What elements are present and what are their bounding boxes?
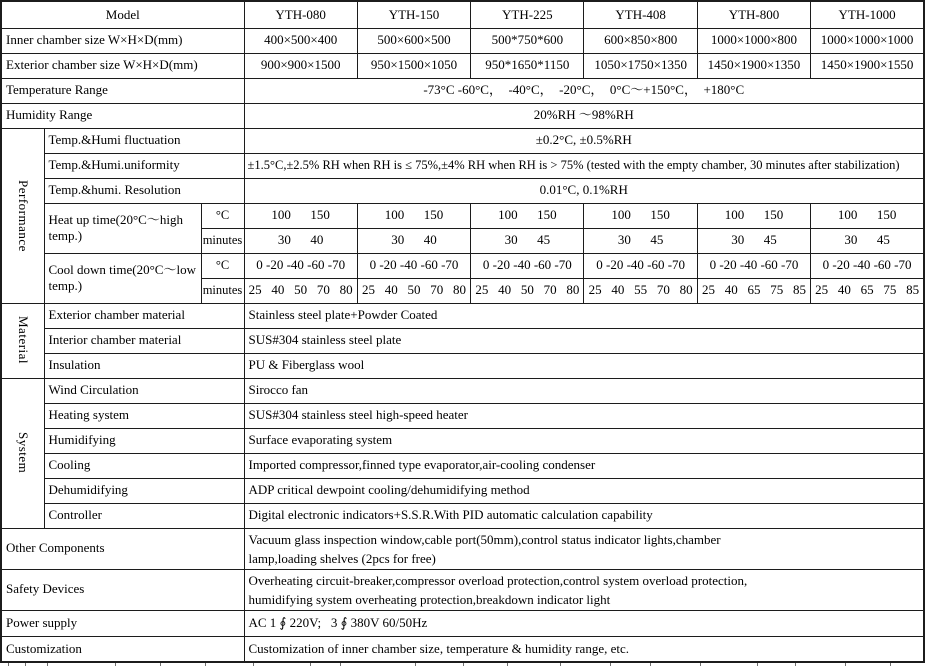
table-row-heatup-temp <box>1 203 924 228</box>
row-label: Heat up time(20°C〜high temp.) <box>44 203 201 253</box>
row-label: Temp.&humi. Resolution <box>44 178 244 203</box>
model-name-cell: YTH-080 <box>244 1 357 28</box>
table-row-customization <box>1 636 924 662</box>
row-label: Insulation <box>44 353 244 378</box>
cooldown-minutes-cell: 25 40 50 70 80 <box>244 278 357 303</box>
other-components-line2: lamp,loading shelves (2pcs for free) <box>248 550 436 566</box>
resolution-value: 0.01°C, 0.1%RH <box>244 178 924 203</box>
heatup-temp-cell: 100 150 <box>357 203 470 228</box>
row-label: Humidity Range <box>1 103 244 128</box>
safety-devices-value <box>244 569 924 610</box>
heatup-minutes-cell: 30 45 <box>811 228 924 253</box>
heatup-minutes-cell: 30 45 <box>471 228 584 253</box>
uniformity-value: ±1.5°C,±2.5% RH when RH is ≤ 75%,±4% RH when RH is > 75% (tested with the empty chamber, 30 minutes after stabilization) <box>244 153 924 178</box>
size-value-cell: 1450×1900×1550 <box>811 53 924 78</box>
model-header-cell: Model <box>1 1 244 28</box>
size-value-cell: 1000×1000×1000 <box>811 28 924 53</box>
system-value: SUS#304 stainless steel high-speed heater <box>244 403 924 428</box>
system-value: Digital electronic indicators+S.S.R.With PID automatic calculation capability <box>244 503 924 528</box>
cooldown-minutes-cell: 25 40 55 70 80 <box>584 278 697 303</box>
size-value-cell: 500×600×500 <box>357 28 470 53</box>
unit-cell-minutes: minutes <box>201 228 244 253</box>
cooldown-minutes-cell: 25 40 50 70 80 <box>357 278 470 303</box>
cooldown-temp-cell: 0 -20 -40 -60 -70 <box>357 253 470 278</box>
table-row-fluctuation <box>1 128 924 153</box>
table-row-cooling <box>1 453 924 478</box>
system-value: ADP critical dewpoint cooling/dehumidifying method <box>244 478 924 503</box>
row-label: Other Components <box>1 528 244 569</box>
table-row-power-supply <box>1 610 924 636</box>
table-row-safety-devices <box>1 569 924 610</box>
size-value-cell: 1050×1750×1350 <box>584 53 697 78</box>
table-row-resolution <box>1 178 924 203</box>
table-row-model <box>1 1 924 28</box>
row-label: Temp.&Humi fluctuation <box>44 128 244 153</box>
size-value-cell: 950×1500×1050 <box>357 53 470 78</box>
table-row-humidity-range <box>1 103 924 128</box>
row-label: Humidifying <box>44 428 244 453</box>
table-row-dehumidifying <box>1 478 924 503</box>
size-value-cell: 1450×1900×1350 <box>697 53 810 78</box>
temperature-range-value: -73°C -60°C， -40°C， -20°C， 0°C〜+150°C， +180°C <box>244 78 924 103</box>
other-components-value <box>244 528 924 569</box>
size-value-cell: 600×850×800 <box>584 28 697 53</box>
table-row-exterior-size <box>1 53 924 78</box>
table-row-insulation <box>1 353 924 378</box>
row-label: Temp.&Humi.uniformity <box>44 153 244 178</box>
heatup-temp-cell: 100 150 <box>811 203 924 228</box>
table-row-wind-circulation <box>1 378 924 403</box>
row-label: Customization <box>1 636 244 662</box>
material-value: PU & Fiberglass wool <box>244 353 924 378</box>
unit-cell-celsius: °C <box>201 203 244 228</box>
heatup-minutes-cell: 30 40 <box>357 228 470 253</box>
table-row-cooldown-temp <box>1 253 924 278</box>
table-row-controller <box>1 503 924 528</box>
row-label: Dehumidifying <box>44 478 244 503</box>
cooldown-temp-cell: 0 -20 -40 -60 -70 <box>811 253 924 278</box>
size-value-cell: 950*1650*1150 <box>471 53 584 78</box>
table-row-inner-size <box>1 28 924 53</box>
other-components-line1: Vacuum glass inspection window,cable port(50mm),control status indicator lights,chamber <box>248 531 721 547</box>
table-row-interior-material <box>1 328 924 353</box>
system-value: Sirocco fan <box>244 378 924 403</box>
size-value-cell: 400×500×400 <box>244 28 357 53</box>
system-value: Imported compressor,finned type evaporator,air-cooling condenser <box>244 453 924 478</box>
unit-cell-minutes: minutes <box>201 278 244 303</box>
cooldown-temp-cell: 0 -20 -40 -60 -70 <box>697 253 810 278</box>
customization-value: Customization of inner chamber size, temperature & humidity range, etc. <box>244 636 924 662</box>
material-value: SUS#304 stainless steel plate <box>244 328 924 353</box>
model-name-cell: YTH-1000 <box>811 1 924 28</box>
fluctuation-value: ±0.2°C, ±0.5%RH <box>244 128 924 153</box>
material-value: Stainless steel plate+Powder Coated <box>244 303 924 328</box>
heatup-minutes-cell: 30 45 <box>584 228 697 253</box>
power-supply-value: AC 1 ∮ 220V; 3 ∮ 380V 60/50Hz <box>244 610 924 636</box>
row-label: Cooling <box>44 453 244 478</box>
heatup-minutes-cell: 30 40 <box>244 228 357 253</box>
system-group-label: System <box>1 378 44 528</box>
safety-devices-line2: humidifying system overheating protection,breakdown indicator light <box>248 591 611 607</box>
table-row-exterior-material <box>1 303 924 328</box>
row-label: Cool down time(20°C〜low temp.) <box>44 253 201 303</box>
heatup-temp-cell: 100 150 <box>471 203 584 228</box>
model-name-cell: YTH-800 <box>697 1 810 28</box>
row-label: Heating system <box>44 403 244 428</box>
row-label: Exterior chamber size W×H×D(mm) <box>1 53 244 78</box>
size-value-cell: 1000×1000×800 <box>697 28 810 53</box>
cooldown-temp-cell: 0 -20 -40 -60 -70 <box>584 253 697 278</box>
row-label: Safety Devices <box>1 569 244 610</box>
safety-devices-line1: Overheating circuit-breaker,compressor overload protection,control system overload protection, <box>248 572 748 588</box>
heatup-temp-cell: 100 150 <box>584 203 697 228</box>
system-value: Surface evaporating system <box>244 428 924 453</box>
size-value-cell: 500*750*600 <box>471 28 584 53</box>
humidity-range-value: 20%RH 〜98%RH <box>244 103 924 128</box>
cooldown-minutes-cell: 25 40 65 75 85 <box>811 278 924 303</box>
table-row-other-components <box>1 528 924 569</box>
table-row-uniformity <box>1 153 924 178</box>
model-name-cell: YTH-225 <box>471 1 584 28</box>
row-label: Temperature Range <box>1 78 244 103</box>
performance-group-label: Performance <box>1 128 44 303</box>
material-group-label: Material <box>1 303 44 378</box>
cooldown-temp-cell: 0 -20 -40 -60 -70 <box>471 253 584 278</box>
row-label: Inner chamber size W×H×D(mm) <box>1 28 244 53</box>
cooldown-minutes-cell: 25 40 50 70 80 <box>471 278 584 303</box>
heatup-minutes-cell: 30 45 <box>697 228 810 253</box>
row-label: Controller <box>44 503 244 528</box>
row-label: Wind Circulation <box>44 378 244 403</box>
row-label: Power supply <box>1 610 244 636</box>
heatup-temp-cell: 100 150 <box>244 203 357 228</box>
cooldown-minutes-cell: 25 40 65 75 85 <box>697 278 810 303</box>
row-label: Exterior chamber material <box>44 303 244 328</box>
table-row-temperature-range <box>1 78 924 103</box>
heatup-temp-cell: 100 150 <box>697 203 810 228</box>
row-label: Interior chamber material <box>44 328 244 353</box>
unit-cell-celsius: °C <box>201 253 244 278</box>
table-row-humidifying <box>1 428 924 453</box>
model-name-cell: YTH-150 <box>357 1 470 28</box>
table-row-heating-system <box>1 403 924 428</box>
model-name-cell: YTH-408 <box>584 1 697 28</box>
size-value-cell: 900×900×1500 <box>244 53 357 78</box>
cooldown-temp-cell: 0 -20 -40 -60 -70 <box>244 253 357 278</box>
